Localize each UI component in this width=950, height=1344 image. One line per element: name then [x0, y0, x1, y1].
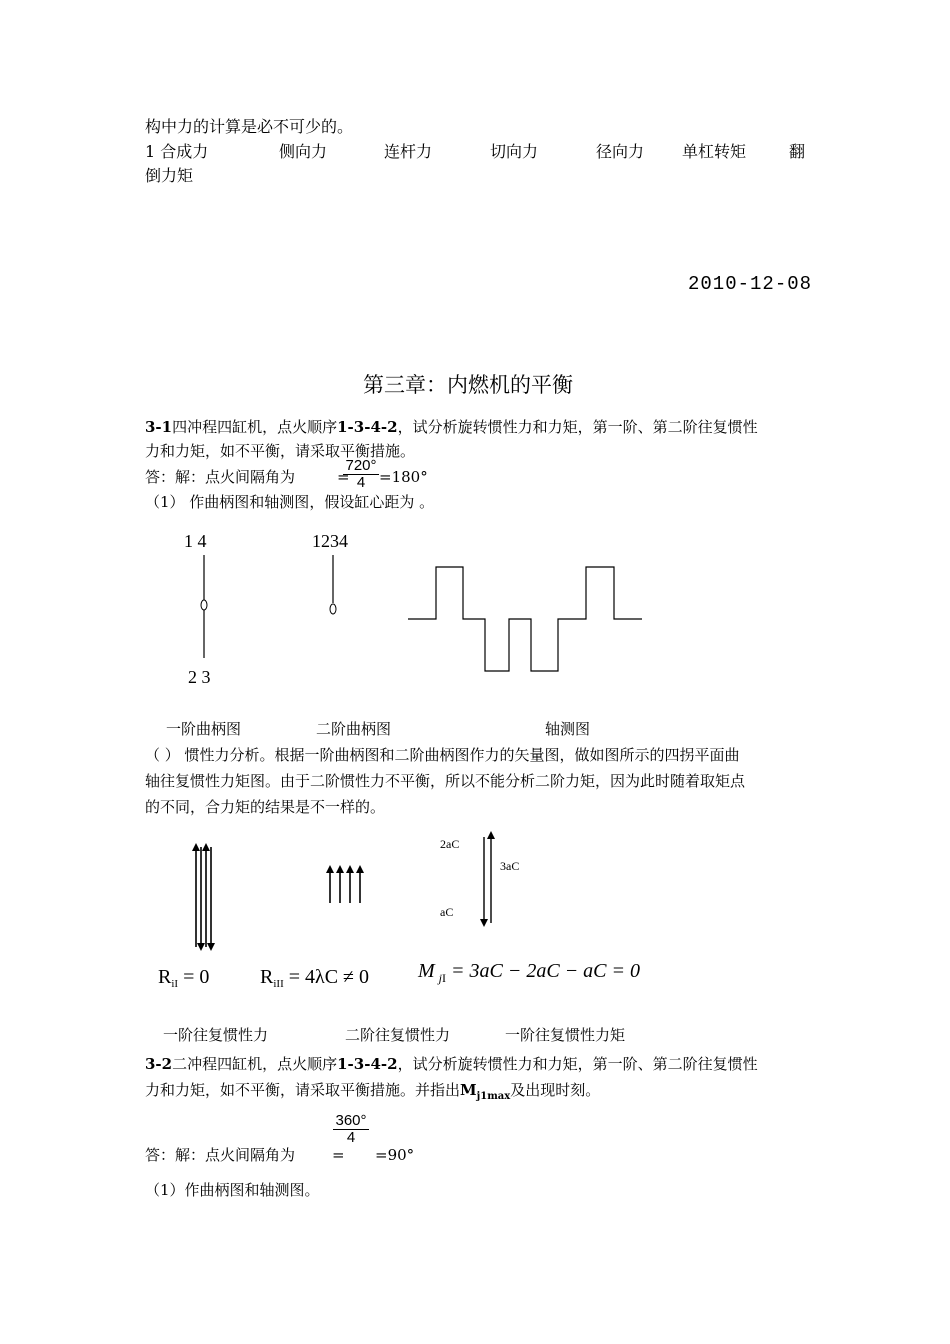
- crank1-bottom-label: 2 3: [188, 667, 211, 687]
- problem-text: 二冲程四缸机，点火顺序: [172, 1055, 338, 1073]
- caption-first-order-force: 一阶往复惯性力: [163, 1026, 269, 1044]
- crank2-top-label: 1234: [312, 531, 348, 551]
- problem-number: 3-1: [145, 418, 173, 436]
- crank2-journal: [330, 604, 336, 614]
- force-item: 翻: [789, 142, 806, 161]
- firing-order: 1-3-4-2: [337, 1055, 398, 1073]
- problem-text: 四冲程四缸机，点火顺序: [172, 418, 338, 436]
- caption-first-order-moment: 一阶往复惯性力矩: [505, 1026, 626, 1044]
- answer-prefix: 答：解：点火间隔角为: [145, 468, 296, 486]
- equation-second-order: $R_{iII} = 4\lambda C \ne 0$: [260, 966, 370, 990]
- equals-sign: =: [337, 468, 350, 486]
- analysis-line-1: （ ） 惯性力分析。根据一阶曲柄图和二阶曲柄图作力的矢量图，做如图所示的四拐平面曲: [145, 746, 740, 764]
- chapter-title: 第三章：内燃机的平衡: [363, 373, 573, 397]
- caption-axonometric: 轴测图: [545, 720, 591, 738]
- interval-fraction: [343, 457, 379, 491]
- force-item: 径向力: [596, 142, 645, 161]
- problem-number: 3-2: [145, 1055, 173, 1073]
- crank1-journal: [201, 600, 207, 610]
- fraction-numerator: 720°: [345, 457, 377, 474]
- crank1-top-label: 1 4: [184, 531, 207, 551]
- caption-second-order-force: 二阶往复惯性力: [345, 1026, 451, 1044]
- problem-3-1-line-2: 力和力矩，如不平衡，请采取平衡措施。: [145, 442, 416, 460]
- force-item: 连杆力: [384, 142, 433, 161]
- fraction-denominator: 4: [356, 474, 366, 491]
- problem-3-1-line-1: [145, 417, 758, 437]
- problem-text: 及出现时刻。: [510, 1081, 601, 1099]
- problem-text: ，试分析旋转惯性力和力矩，第一阶、第二阶往复惯性: [397, 1055, 758, 1073]
- date: 2010-12-08: [688, 273, 813, 295]
- force-item: 1 合成力: [145, 142, 209, 161]
- analysis-line-3: 的不同，合力矩的结果是不一样的。: [145, 798, 386, 816]
- interval-fraction-2: [333, 1112, 369, 1146]
- crank-diagrams: [0, 525, 950, 695]
- problem-3-2-line-1: [145, 1054, 758, 1074]
- caption-second-order-crank: 二阶曲柄图: [316, 720, 392, 738]
- answer-result-2: =90°: [375, 1146, 415, 1164]
- caption-first-order-crank: 一阶曲柄图: [166, 720, 242, 738]
- equation-moment: M $_j$I = 3aC − 2aC − aC = 0: [418, 960, 641, 985]
- mj1max-label: $M_{j1max}$: [460, 1081, 511, 1102]
- equation-first-order: $R_{iI} = 0$: [158, 966, 210, 990]
- label-aC: aC: [440, 905, 454, 919]
- answer-result: =180°: [379, 468, 428, 486]
- problem-text: 力和力矩，如不平衡，请采取平衡措施。并指出: [145, 1081, 461, 1099]
- fraction-denominator: 4: [346, 1129, 356, 1146]
- force-item: 切向力: [490, 142, 539, 161]
- answer-prefix-2: 答：解：点火间隔角为: [145, 1146, 296, 1164]
- force-item: 侧向力: [279, 142, 328, 161]
- equals-sign-2: =: [332, 1146, 345, 1164]
- force-item: 单杠转矩: [682, 142, 747, 161]
- label-2aC: 2aC: [440, 837, 460, 851]
- intro-line-1: 构中力的计算是必不可少的。: [145, 117, 354, 136]
- label-3aC: 3aC: [500, 859, 520, 873]
- problem-3-2-line-2: [145, 1080, 600, 1107]
- intro-line-3: 倒力矩: [145, 166, 194, 185]
- problem-text: ，试分析旋转惯性力和力矩，第一阶、第二阶往复惯性: [397, 418, 758, 436]
- force-list-line: [145, 142, 807, 162]
- force-vector-diagrams: [0, 825, 950, 1025]
- analysis-line-2: 轴往复惯性力矩图。由于二阶惯性力不平衡，所以不能分析二阶力矩，因为此时随着取矩点: [145, 772, 746, 790]
- step-1-3-2: （1）作曲柄图和轴测图。: [145, 1181, 320, 1199]
- axonometric-crankshaft: [408, 567, 642, 671]
- step-1: （1） 作曲柄图和轴测图，假设缸心距为 。: [145, 493, 435, 511]
- fraction-numerator: 360°: [335, 1112, 367, 1129]
- firing-order: 1-3-4-2: [337, 418, 398, 436]
